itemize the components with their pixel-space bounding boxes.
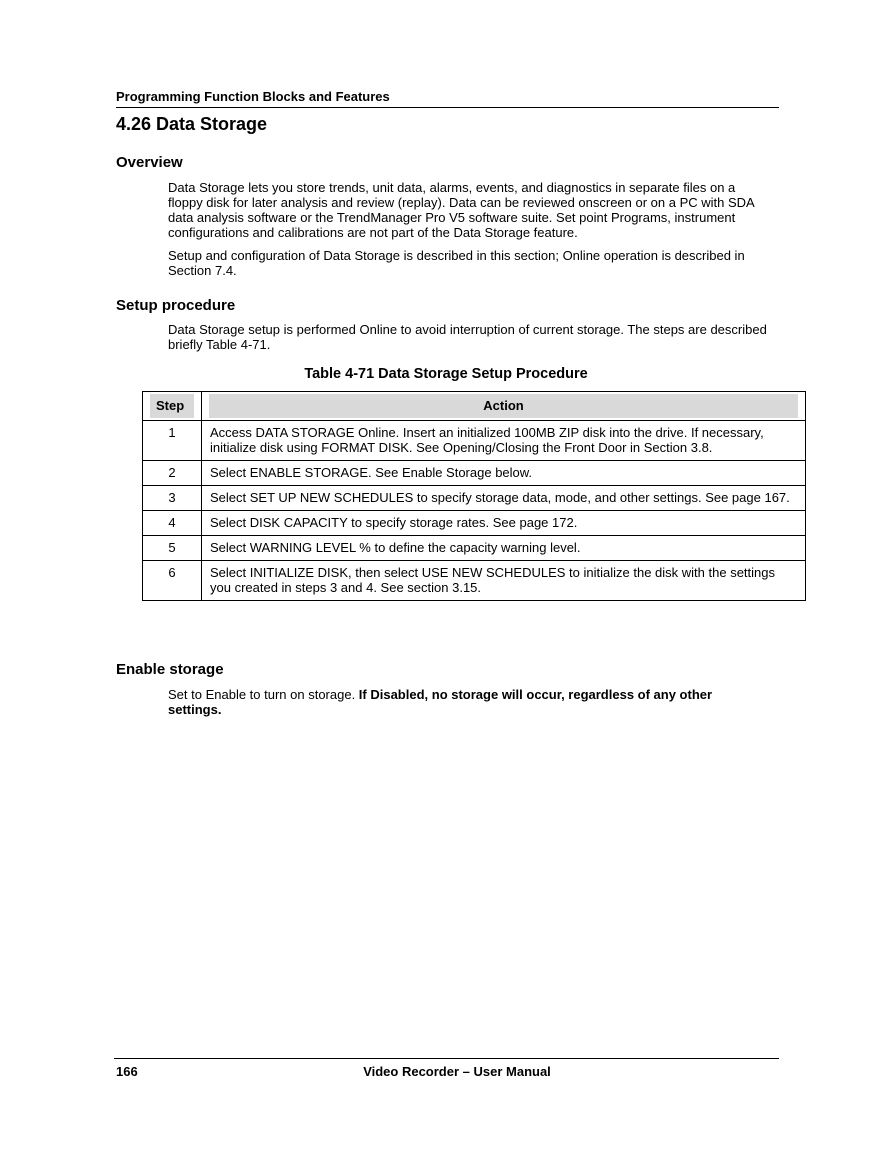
step-header-label: Step bbox=[150, 394, 194, 418]
step-action: Access DATA STORAGE Online. Insert an initialized 100MB ZIP disk into the drive. If necessary, initialize disk using FORMAT DISK. See Opening/Closing the Front Door in Section 3.8. bbox=[202, 421, 806, 461]
table-caption: Table 4-71 Data Storage Setup Procedure bbox=[304, 366, 588, 382]
table-row bbox=[143, 561, 806, 601]
step-number: 4 bbox=[143, 511, 202, 536]
overview-paragraph-1: Data Storage lets you store trends, unit data, alarms, events, and diagnostics in separate files on a floppy disk for later analysis and review (replay). Data can be reviewed onscreen or on a PC with SDA data analysis software or the TrendManager Pro V5 software suite. Set point Programs, instrument configurations and calibrations are not part of the Data Storage feature. bbox=[168, 180, 755, 240]
footer-rule bbox=[114, 1058, 779, 1059]
footer-document-title: Video Recorder – User Manual bbox=[363, 1064, 551, 1079]
overview-heading: Overview bbox=[116, 154, 183, 171]
table-row bbox=[143, 461, 806, 486]
step-column-header bbox=[143, 392, 202, 421]
enable-storage-heading: Enable storage bbox=[116, 661, 224, 678]
step-number: 3 bbox=[143, 486, 202, 511]
enable-storage-warning: If Disabled, no storage will occur, regardless of any other settings. bbox=[168, 687, 713, 717]
enable-storage-paragraph bbox=[168, 687, 758, 717]
setup-procedure-table bbox=[142, 391, 806, 601]
step-action: Select DISK CAPACITY to specify storage rates. See page 172. bbox=[202, 511, 806, 536]
step-number: 6 bbox=[143, 561, 202, 601]
table-row bbox=[143, 486, 806, 511]
step-action: Select WARNING LEVEL % to define the capacity warning level. bbox=[202, 536, 806, 561]
overview-paragraph-2: Setup and configuration of Data Storage is described in this section; Online operation is described in Section 7.4. bbox=[168, 248, 745, 278]
enable-storage-text: Set to Enable to turn on storage. bbox=[168, 687, 359, 702]
running-header: Programming Function Blocks and Features bbox=[116, 89, 779, 108]
action-header-label: Action bbox=[209, 394, 798, 418]
table-header-row bbox=[143, 392, 806, 421]
table-row bbox=[143, 421, 806, 461]
step-action: Select SET UP NEW SCHEDULES to specify storage data, mode, and other settings. See page 167. bbox=[202, 486, 806, 511]
step-action: Select INITIALIZE DISK, then select USE NEW SCHEDULES to initialize the disk with the settings you created in steps 3 and 4. See section 3.15. bbox=[202, 561, 806, 601]
table-row bbox=[143, 511, 806, 536]
setup-procedure-heading: Setup procedure bbox=[116, 297, 236, 314]
step-number: 5 bbox=[143, 536, 202, 561]
action-column-header bbox=[202, 392, 806, 421]
setup-procedure-paragraph: Data Storage setup is performed Online to avoid interruption of current storage. The steps are described briefly Table 4-71. bbox=[168, 322, 767, 352]
section-title: 4.26 Data Storage bbox=[116, 114, 268, 134]
page-number: 166 bbox=[116, 1064, 138, 1079]
step-action: Select ENABLE STORAGE. See Enable Storage below. bbox=[202, 461, 806, 486]
step-number: 2 bbox=[143, 461, 202, 486]
step-number: 1 bbox=[143, 421, 202, 461]
table-row bbox=[143, 536, 806, 561]
